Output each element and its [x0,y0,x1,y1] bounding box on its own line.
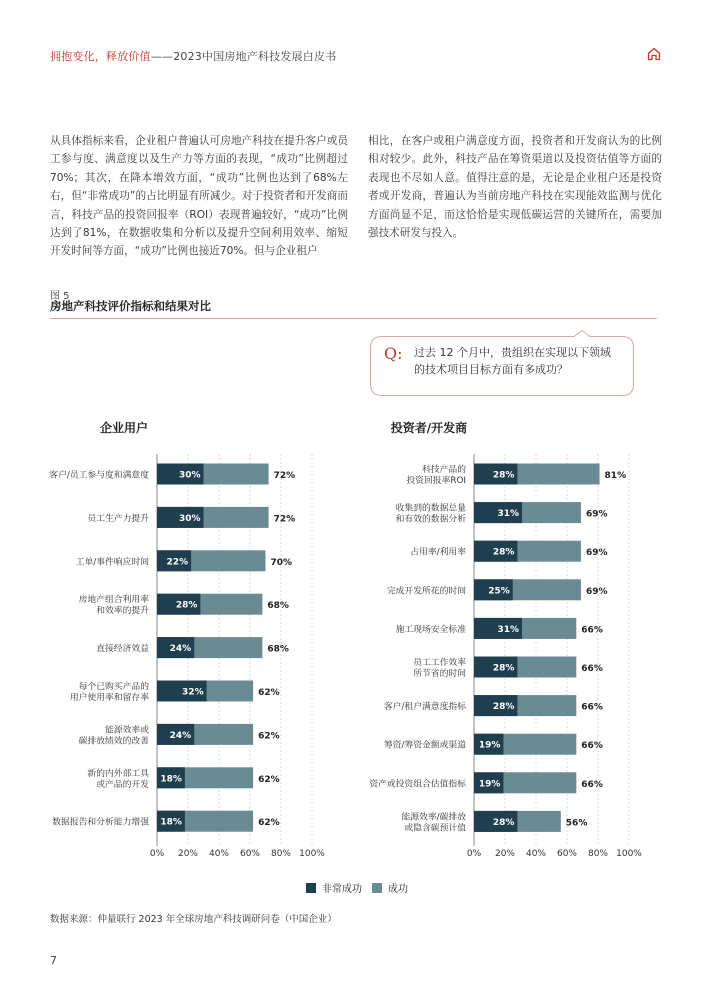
tenant-label-very-success: 32% [182,687,204,698]
investor-x-tick-label: 100% [616,849,642,859]
tenant-label-very-success: 24% [169,644,192,655]
investor-label-success: 66% [581,664,603,674]
tenant-category-label: 碳排放绩效的改善 [78,736,149,747]
paragraph-right: 相比，在客户或租户满意度方面，投资者和开发商认为的比例相对较少。此外，科技产品在筹资渠道以及投资估值等方面的表现也不尽如人意。值得注意的是，无论是企业租户还是投资者或开发商，普遍认为当前房地产科技在实现能效监测与优化方面尚显不足，而这恰恰是实现低碳运营的关键所在，需要加强技术研发与投入。 [368,135,662,240]
investor-category-label: 科技产品的 [422,465,466,475]
tenant-category-label: 或产品的开发 [96,779,149,790]
tenant-category-label: 工单/事件响应时间 [75,557,149,568]
tenant-label-success: 70% [270,557,293,568]
tenant-category-label: 直接经济效益 [96,644,149,655]
tenant-label-very-success: 18% [160,774,182,785]
tenant-category-label: 客户/员工参与度和满意度 [49,470,149,481]
investor-label-very-success: 31% [497,624,520,635]
investor-category-label: 客户/租户满意度指标 [383,702,466,713]
investor-label-success: 81% [604,471,627,481]
investor-label-very-success: 19% [478,779,501,790]
investor-chart-title: 投资者/开发商 [390,421,468,435]
investor-category-label: 或隐含碳预计值 [404,823,466,834]
question-text: 过去 12 个月中，贵组织在实现以下领域的技术项目目标方面有多成功？ [414,346,611,376]
chart-legend [0,880,710,894]
paragraph-left: 从具体指标来看，企业租户普遍认可房地产科技在提升客户或员工参与度、满意度以及生产力等方面的表现，“成功”比例超过70%；其次，在降本增效方面，“成功”比例也达到了68%左右，但“非常成功”的占比明显有所减少。对于投资者和开发商而言，科技产品的投资回报率（ROI）表现普遍较好，“成功”比例达到了81%，在数据收集和分析以及提升空间利用效率、缩短开发时间等方面，“成功”比例也接近70%。但与企业租户 [50,135,348,258]
investor-category-label: 收集到的数据总量 [395,503,466,514]
tenant-category-label: 用户使用率和留存率 [69,693,149,703]
tenant-x-tick-label: 60% [239,849,261,859]
tenant-label-very-success: 28% [175,600,198,611]
investor-x-tick-label: 60% [556,849,578,859]
tenant-label-success: 68% [267,644,289,655]
tenant-category-label: 房地产组合利用率 [78,595,149,606]
legend-item-very-success [306,880,362,895]
header-title-accent: 拥抱变化，释放价值 [50,50,151,63]
investor-category-label: 和有效的数据分析 [395,514,466,525]
tenant-x-tick-label: 20% [177,849,199,859]
tenant-label-success: 62% [258,774,280,785]
investor-x-tick-label: 0% [466,849,482,859]
investor-label-success: 66% [581,702,603,713]
figure-number: 图 5 [50,291,70,302]
investor-label-very-success: 28% [492,470,515,481]
tenant-category-label: 每个已购买产品的 [78,682,149,692]
tenant-label-success: 62% [258,688,280,698]
tenant-category-label: 数据报告和分析能力增强 [52,817,149,828]
tenant-x-tick-label: 100% [299,849,325,859]
investor-category-label: 投资回报率ROI [406,476,466,486]
tenant-label-success: 72% [273,514,296,525]
legend-swatch-very-success [306,883,316,893]
investor-label-success: 69% [585,548,608,559]
investor-label-success: 69% [585,509,608,520]
investor-x-tick-label: 80% [587,849,609,859]
legend-label-very-success: 非常成功 [322,884,362,895]
investor-label-success: 56% [565,818,588,829]
tenant-category-label: 员工生产力提升 [87,513,149,524]
header-title-rest: ——2023中国房地产科技发展白皮书 [150,50,337,63]
tenant-label-very-success: 22% [166,557,189,568]
investor-x-tick-label: 20% [494,849,516,859]
tenant-category-label: 新的内外部工具 [87,768,149,779]
tenant-label-success: 72% [273,471,296,481]
investor-label-very-success: 28% [492,702,515,713]
question-mark: Q: [384,344,403,363]
tenant-label-very-success: 30% [178,470,201,481]
investor-category-label: 能源效率/碳排放 [401,812,466,823]
investor-label-very-success: 28% [492,817,515,828]
tenant-x-tick-label: 0% [149,849,165,859]
investor-label-success: 66% [581,741,603,752]
tenant-x-tick-label: 80% [270,849,292,859]
tenant-label-very-success: 30% [178,513,201,524]
legend-swatch-success [372,883,382,893]
tenant-label-success: 62% [258,731,280,742]
investor-category-label: 员工工作效率 [413,658,466,668]
investor-category-label: 资产或投资组合估值指标 [369,779,466,790]
investor-label-success: 66% [581,625,603,636]
investor-label-very-success: 28% [492,547,515,558]
investor-label-very-success: 31% [497,509,520,520]
investor-label-very-success: 25% [488,586,510,597]
investor-category-label: 所节省的时间 [413,669,466,679]
figure-title: 房地产科技评价指标和结果对比 [50,299,211,313]
tenant-label-very-success: 24% [169,730,192,741]
investor-label-very-success: 28% [492,663,515,674]
legend-item-success [372,880,408,895]
investor-x-tick-label: 40% [525,849,547,859]
tenant-label-very-success: 18% [160,817,182,828]
investor-label-very-success: 19% [478,740,501,751]
tenant-label-success: 68% [267,601,289,612]
tenant-category-label: 能源效率或 [105,725,149,736]
investor-category-label: 筹资/筹资金额或渠道 [383,740,466,751]
legend-label-success: 成功 [388,884,408,895]
tenant-category-label: 和效率的提升 [96,606,149,617]
investor-category-label: 占用率/利用率 [410,547,466,558]
page-number: 7 [50,954,57,967]
tenant-x-tick-label: 40% [208,849,230,859]
investor-label-success: 69% [585,586,608,597]
data-source: 数据来源：仲量联行 2023 年全球房地产科技调研问卷（中国企业） [50,914,337,925]
tenant-label-success: 62% [258,818,280,829]
investor-category-label: 施工现场安全标准 [395,624,466,635]
investor-category-label: 完成开发所花的时间 [386,586,466,597]
tenant-chart-title: 企业用户 [99,421,149,435]
investor-label-success: 66% [581,779,603,790]
